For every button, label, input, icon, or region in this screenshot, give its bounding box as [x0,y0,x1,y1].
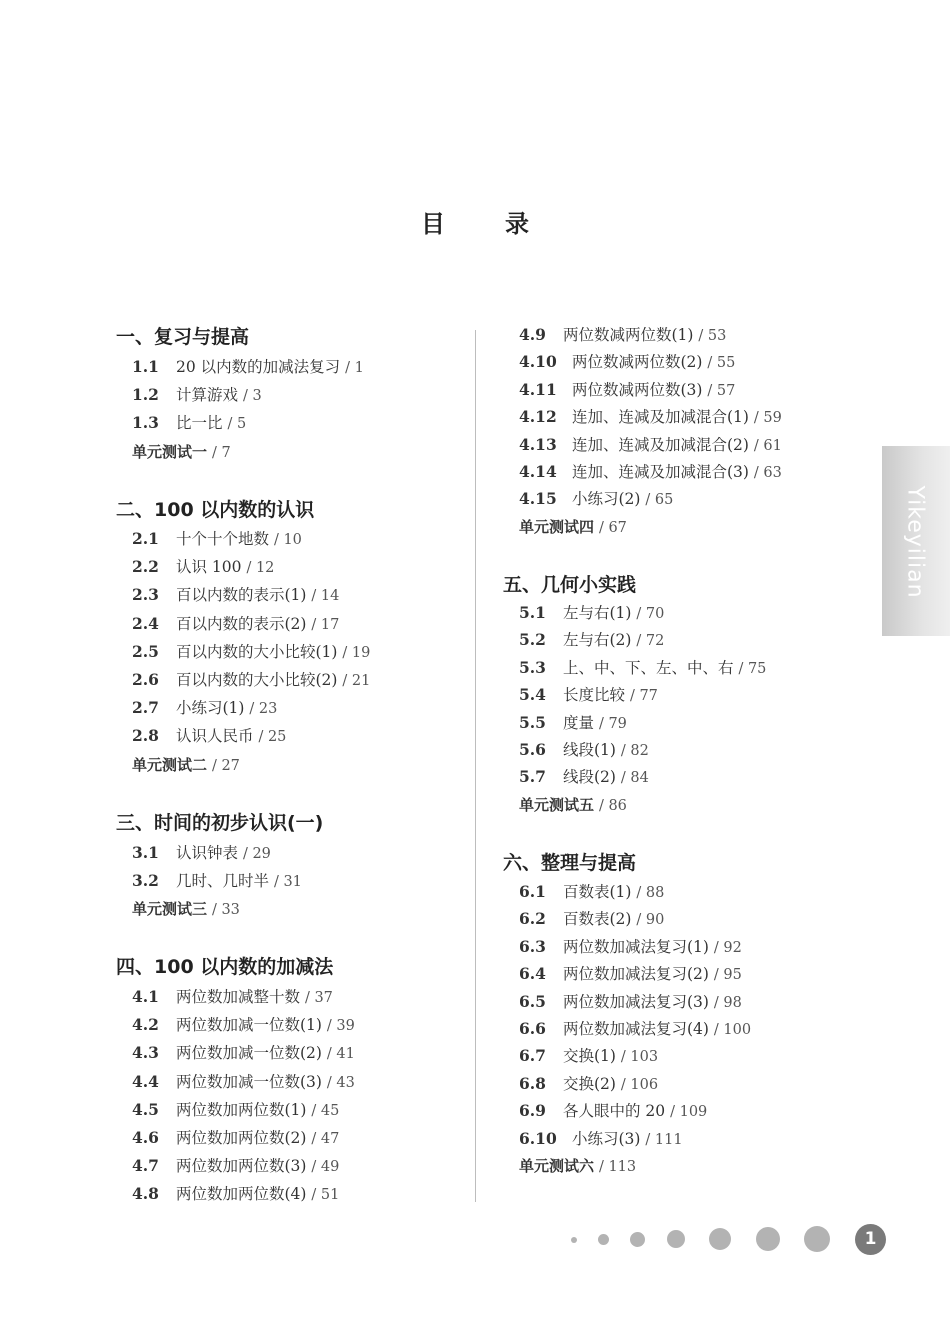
entry-number: 1.1 [132,357,159,376]
toc-entry[interactable] [519,765,649,789]
entry-page: / 57 [707,382,736,399]
entry-number: 4.11 [519,379,557,399]
entry-page: / 43 [326,1074,355,1091]
entry-title: 两位数加减一位数(1) [176,1016,322,1035]
entry-title: 百以内数的表示(2) [176,614,307,633]
entry-title: 认识钟表 [176,844,239,862]
entry-number: 2.5 [132,641,159,661]
entry-page: / 90 [636,912,665,929]
unit-test-label: 单元测试三 [132,900,208,919]
decorative-dot [709,1228,731,1250]
entry-page: / 84 [620,770,649,787]
toc-entry[interactable] [132,555,274,579]
section-title: 二、100 以内数的认识 [116,499,315,521]
toc-entry[interactable] [132,1126,339,1150]
unit-test-entry[interactable] [132,753,240,777]
entry-title: 两位数加减一位数(2) [176,1044,322,1063]
entry-title: 几时、几时半 [176,872,270,891]
entry-number: 2.2 [132,557,159,577]
toc-entry[interactable] [132,383,262,407]
toc-entry[interactable] [519,990,742,1014]
entry-title: 20 以内数的加减法复习 [176,358,341,376]
entry-page: / 37 [304,990,333,1006]
entry-number: 5.2 [519,630,546,650]
toc-entry[interactable] [519,1044,658,1068]
entry-number: 3.1 [132,843,159,862]
page-number: 1 [855,1224,886,1255]
entry-page: / 45 [311,1102,340,1119]
toc-entry[interactable] [519,1127,683,1151]
entry-page: / 5 [227,416,247,433]
entry-page: / 61 [753,437,782,454]
entry-page: / 41 [326,1046,355,1063]
entry-number: 4.8 [132,1184,159,1204]
toc-entry[interactable] [519,711,627,735]
toc-entry[interactable] [519,601,664,625]
entry-title: 认识 100 [176,558,242,577]
entry-title: 两位数加两位数(4) [176,1185,307,1204]
toc-entry[interactable] [519,460,782,484]
entry-title: 连加、连减及加减混合(3) [572,463,749,481]
entry-number: 6.5 [519,991,546,1011]
toc-entry[interactable] [519,1072,658,1096]
entry-title: 线段(1) [563,741,616,759]
toc-entry[interactable] [519,628,664,652]
entry-title: 认识人民币 [176,727,254,746]
entry-title: 两位数加减法复习(3) [563,992,709,1011]
entry-title: 交换(2) [563,1074,616,1093]
entry-title: 百以内数的表示(1) [176,586,307,605]
toc-entry[interactable] [132,985,333,1009]
entry-number: 6.7 [519,1046,546,1066]
decorative-dot [630,1232,645,1247]
entry-page: / 47 [311,1131,340,1147]
toc-entry[interactable] [519,962,742,986]
unit-test-entry[interactable] [519,515,627,539]
entry-number: 2.1 [132,529,159,548]
entry-title: 十个十个地数 [176,530,270,548]
entry-title: 交换(1) [563,1047,616,1066]
decorative-dot [667,1230,685,1248]
entry-number: 2.4 [132,613,159,633]
entry-title: 两位数减两位数(2) [572,353,703,372]
entry-number: 2.6 [132,670,159,689]
toc-entry[interactable] [519,487,673,511]
entry-title: 两位数加减整十数 [176,988,301,1006]
entry-title: 两位数加减一位数(3) [176,1072,322,1091]
entry-title: 连加、连减及加减混合(2) [572,435,749,454]
toc-entry[interactable] [519,433,782,457]
entry-number: 4.3 [132,1043,159,1063]
unit-test-page: / 7 [211,444,231,461]
entry-number: 5.6 [519,740,546,759]
entry-number: 2.8 [132,726,159,746]
entry-number: 4.2 [132,1015,159,1035]
entry-page: / 79 [598,715,627,732]
entry-number: 5.3 [519,657,546,677]
entry-page: / 23 [249,701,278,718]
entry-number: 2.7 [132,698,159,718]
entry-number: 6.1 [519,882,546,901]
entry-page: / 77 [629,688,658,705]
column-divider [475,330,476,1202]
entry-page: / 31 [273,874,302,891]
entry-page: / 59 [753,410,782,427]
toc-entry[interactable] [519,738,649,762]
entry-page: / 25 [258,729,287,746]
toc-entry[interactable] [132,411,246,435]
entry-title: 左与右(2) [563,631,632,650]
entry-page: / 75 [738,660,767,677]
toc-entry[interactable] [132,724,286,748]
entry-title: 百以内数的大小比较(2) [176,671,338,689]
side-tab-text: Yikeyilian [902,485,928,599]
unit-test-page: / 113 [598,1159,637,1175]
entry-number: 4.1 [132,987,159,1006]
toc-entry[interactable] [132,869,302,893]
entry-page: / 88 [636,885,665,901]
toc-entry[interactable] [132,1070,355,1094]
entry-page: / 92 [713,939,742,956]
entry-title: 两位数减两位数(3) [572,380,703,399]
entry-title: 小练习(3) [572,1129,641,1148]
toc-entry[interactable] [132,841,271,865]
entry-page: / 39 [326,1018,355,1035]
unit-test-entry[interactable] [519,793,627,817]
entry-page: / 51 [311,1187,340,1204]
entry-number: 6.4 [519,964,546,984]
toc-entry[interactable] [132,1041,355,1065]
toc-entry[interactable] [519,405,782,429]
toc-entry[interactable] [132,696,277,720]
entry-page: / 72 [636,633,665,650]
toc-entry[interactable] [132,1013,355,1037]
entry-page: / 106 [620,1076,659,1093]
entry-number: 1.3 [132,413,159,433]
entry-page: / 65 [645,492,674,509]
entry-number: 4.15 [519,489,557,509]
entry-number: 5.7 [519,767,546,787]
entry-page: / 10 [273,532,302,548]
entry-page: / 12 [246,560,275,577]
entry-title: 两位数加减法复习(4) [563,1020,709,1038]
entry-title: 连加、连减及加减混合(1) [572,408,749,427]
entry-title: 小练习(2) [572,490,641,509]
toc-entry[interactable] [519,935,742,959]
unit-test-label: 单元测试六 [519,1157,595,1175]
entry-title: 左与右(1) [563,604,632,622]
entry-page: / 17 [311,616,340,633]
entry-number: 5.4 [519,685,546,705]
toc-entry[interactable] [132,1182,339,1206]
entry-number: 4.12 [519,407,557,427]
entry-number: 6.9 [519,1101,546,1121]
section-title: 一、复习与提高 [116,326,250,348]
entry-page: / 19 [342,644,371,661]
unit-test-page: / 33 [211,902,240,919]
entry-page: / 3 [242,388,262,405]
entry-title: 线段(2) [563,768,616,787]
unit-test-page: / 67 [598,519,627,536]
entry-number: 1.2 [132,385,159,405]
toc-title: 目 录 [421,210,547,238]
entry-number: 4.5 [132,1099,159,1119]
entry-title: 度量 [563,713,595,732]
section-title: 六、整理与提高 [503,852,637,874]
toc-entry[interactable] [132,1098,339,1122]
toc-entry[interactable] [132,668,370,692]
entry-title: 两位数加两位数(2) [176,1129,307,1147]
entry-number: 6.10 [519,1128,557,1148]
toc-entry[interactable] [132,527,302,551]
toc-entry[interactable] [519,323,726,347]
entry-page: / 14 [311,588,340,605]
entry-page: / 95 [713,967,742,984]
unit-test-label: 单元测试二 [132,755,208,774]
entry-number: 4.7 [132,1156,159,1176]
toc-entry[interactable] [519,683,658,707]
unit-test-page: / 86 [598,797,627,814]
entry-title: 上、中、下、左、中、右 [563,658,734,677]
toc-entry[interactable] [519,880,664,904]
entry-title: 小练习(1) [176,699,245,718]
toc-entry[interactable] [132,612,339,636]
toc-entry[interactable] [519,378,735,402]
decorative-dot [571,1237,577,1243]
entry-title: 百以内数的大小比较(1) [176,642,338,661]
entry-number: 6.8 [519,1073,546,1093]
entry-number: 6.6 [519,1019,546,1038]
entry-page: / 49 [311,1159,340,1176]
entry-title: 两位数加两位数(3) [176,1157,307,1176]
entry-number: 4.9 [519,325,546,344]
entry-title: 长度比较 [563,686,626,705]
toc-entry[interactable] [132,640,370,664]
unit-test-entry[interactable] [132,440,231,464]
entry-page: / 55 [707,355,736,372]
entry-number: 4.14 [519,462,557,481]
entry-title: 比一比 [176,414,223,433]
entry-number: 2.3 [132,585,159,605]
entry-title: 两位数加减法复习(1) [563,937,709,956]
entry-number: 6.2 [519,909,546,929]
entry-title: 两位数加两位数(1) [176,1100,307,1119]
section-title: 四、100 以内数的加减法 [116,956,334,978]
entry-number: 4.13 [519,434,557,454]
unit-test-label: 单元测试五 [519,795,595,814]
toc-entry[interactable] [519,1017,751,1041]
unit-test-label: 单元测试四 [519,517,595,536]
entry-number: 5.1 [519,603,546,622]
decorative-dot [598,1234,609,1245]
unit-test-entry[interactable] [519,1154,636,1178]
entry-title: 百数表(1) [563,883,632,901]
entry-page: / 63 [753,465,782,481]
section-title: 三、时间的初步认识(一) [116,812,324,834]
entry-page: / 70 [636,606,665,622]
entry-title: 百数表(2) [563,910,632,929]
entry-page: / 82 [620,743,649,759]
toc-entry[interactable] [132,1154,339,1178]
toc-entry[interactable] [519,656,766,680]
entry-number: 6.3 [519,936,546,956]
toc-entry[interactable] [519,907,664,931]
unit-test-page: / 27 [211,757,240,774]
entry-page: / 111 [645,1131,683,1148]
toc-entry[interactable] [519,1099,707,1123]
entry-page: / 100 [713,1022,752,1038]
entry-page: / 53 [698,328,727,344]
unit-test-label: 单元测试一 [132,442,208,461]
entry-number: 4.10 [519,352,557,372]
entry-page: / 29 [242,846,271,862]
section-title: 五、几何小实践 [503,574,637,596]
decorative-dot [756,1227,780,1251]
entry-number: 3.2 [132,871,159,891]
entry-title: 各人眼中的 20 [563,1102,666,1121]
entry-title: 两位数加减法复习(2) [563,965,709,984]
entry-page: / 21 [342,673,371,689]
entry-title: 计算游戏 [176,386,239,405]
entry-page: / 103 [620,1049,659,1066]
entry-number: 4.6 [132,1128,159,1147]
entry-page: / 1 [345,360,364,376]
entry-number: 5.5 [519,712,546,732]
entry-title: 两位数减两位数(1) [563,326,694,344]
entry-number: 4.4 [132,1071,159,1091]
toc-entry[interactable] [132,355,364,379]
toc-entry[interactable] [132,583,339,607]
entry-page: / 98 [713,994,742,1011]
toc-entry[interactable] [519,350,735,374]
decorative-dot [804,1226,830,1252]
entry-page: / 109 [670,1104,708,1121]
unit-test-entry[interactable] [132,897,240,921]
